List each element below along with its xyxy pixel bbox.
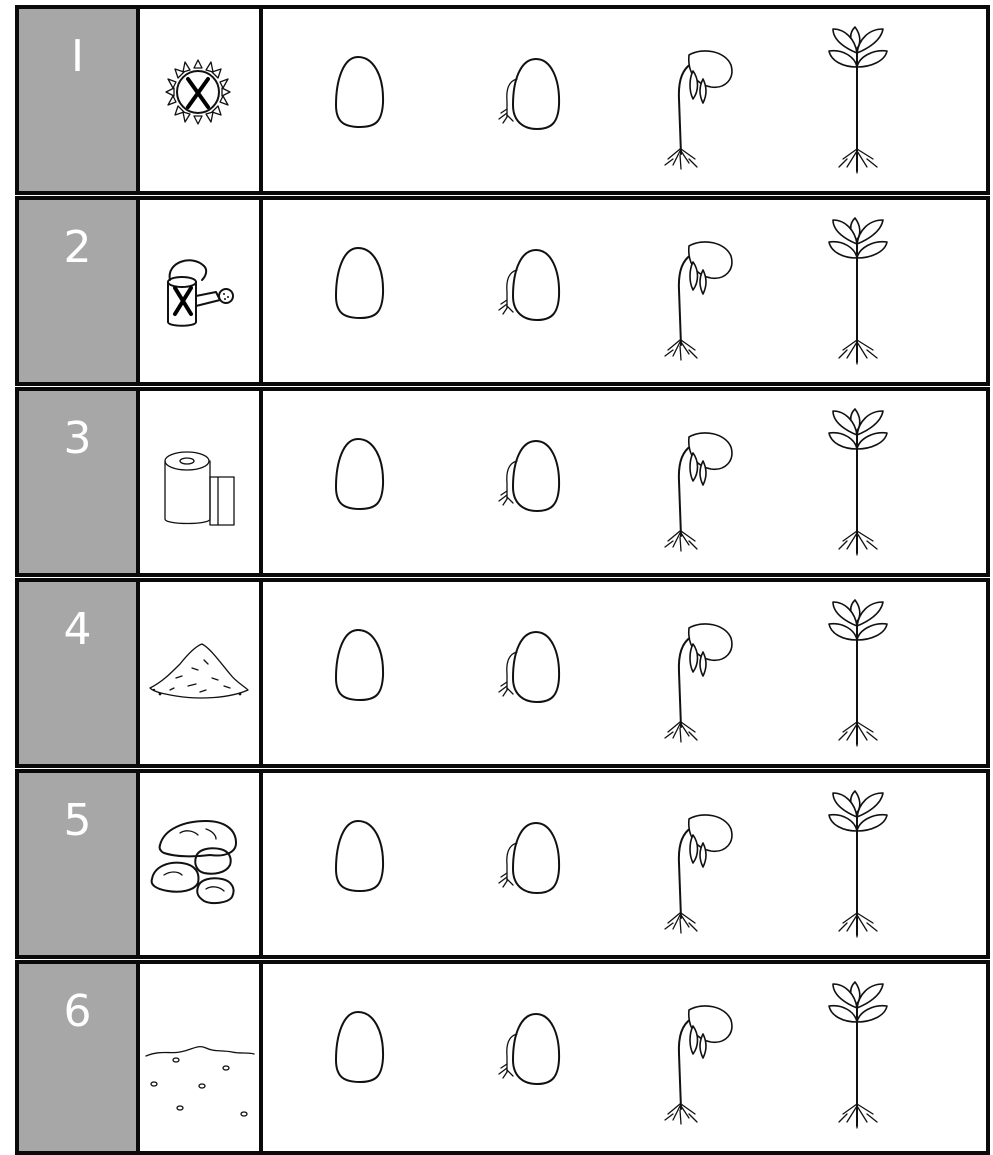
row-number-cell: [19, 200, 140, 382]
table-row: [15, 196, 990, 386]
table-row: [15, 769, 990, 959]
growth-stages: [263, 773, 986, 955]
seedling-icon: [665, 815, 732, 933]
sun-icon: [140, 9, 259, 191]
watering-can-icon: [140, 200, 259, 382]
condition-cell: [140, 200, 263, 382]
table-row: [15, 960, 990, 1155]
young-plant-icon: [829, 982, 887, 1128]
young-plant-icon: [829, 409, 887, 555]
seedling-icon: [665, 1006, 732, 1124]
seed-icon: [336, 248, 383, 318]
seed-icon: [336, 57, 383, 127]
growth-stages: [263, 964, 986, 1151]
sprouting-seed-icon: [499, 441, 559, 511]
growth-stages: [263, 582, 986, 764]
row-number-cell: [19, 9, 140, 191]
row-number: I: [71, 31, 84, 82]
young-plant-icon: [829, 791, 887, 937]
growth-stages: [263, 9, 986, 191]
row-number-cell: [19, 582, 140, 764]
sprouting-seed-icon: [499, 823, 559, 893]
seedling-icon: [665, 242, 732, 360]
young-plant-icon: [829, 600, 887, 746]
row-number: 4: [63, 604, 92, 655]
seed-icon: [336, 439, 383, 509]
paper-towel-icon: [140, 391, 259, 573]
condition-cell: [140, 773, 263, 955]
seed-icon: [336, 821, 383, 891]
row-number-cell: [19, 391, 140, 573]
condition-cell: [140, 391, 263, 573]
young-plant-icon: [829, 218, 887, 364]
young-plant-icon: [829, 27, 887, 173]
row-number: 5: [63, 795, 92, 846]
condition-cell: [140, 9, 263, 191]
soil-pile-icon: [140, 582, 259, 764]
table-row: [15, 387, 990, 577]
table-row: [15, 5, 990, 195]
seedling-icon: [665, 624, 732, 742]
row-number: 3: [63, 413, 92, 464]
row-number: 6: [63, 986, 92, 1037]
x-mark: [188, 79, 208, 107]
growth-stages: [263, 391, 986, 573]
row-number-cell: [19, 773, 140, 955]
sprouting-seed-icon: [499, 632, 559, 702]
growth-stages: [263, 200, 986, 382]
seedling-icon: [665, 433, 732, 551]
condition-cell: [140, 582, 263, 764]
sprouting-seed-icon: [499, 1014, 559, 1084]
table-row: [15, 578, 990, 768]
sprouting-seed-icon: [499, 250, 559, 320]
sprouting-seed-icon: [499, 59, 559, 129]
row-number-cell: [19, 964, 140, 1151]
seed-icon: [336, 1012, 383, 1082]
rocks-icon: [140, 773, 259, 955]
condition-cell: [140, 964, 263, 1151]
row-number: 2: [63, 222, 92, 273]
seed-icon: [336, 630, 383, 700]
x-mark: [175, 288, 191, 314]
seedling-icon: [665, 51, 732, 169]
planted-seeds-icon: [140, 964, 259, 1151]
